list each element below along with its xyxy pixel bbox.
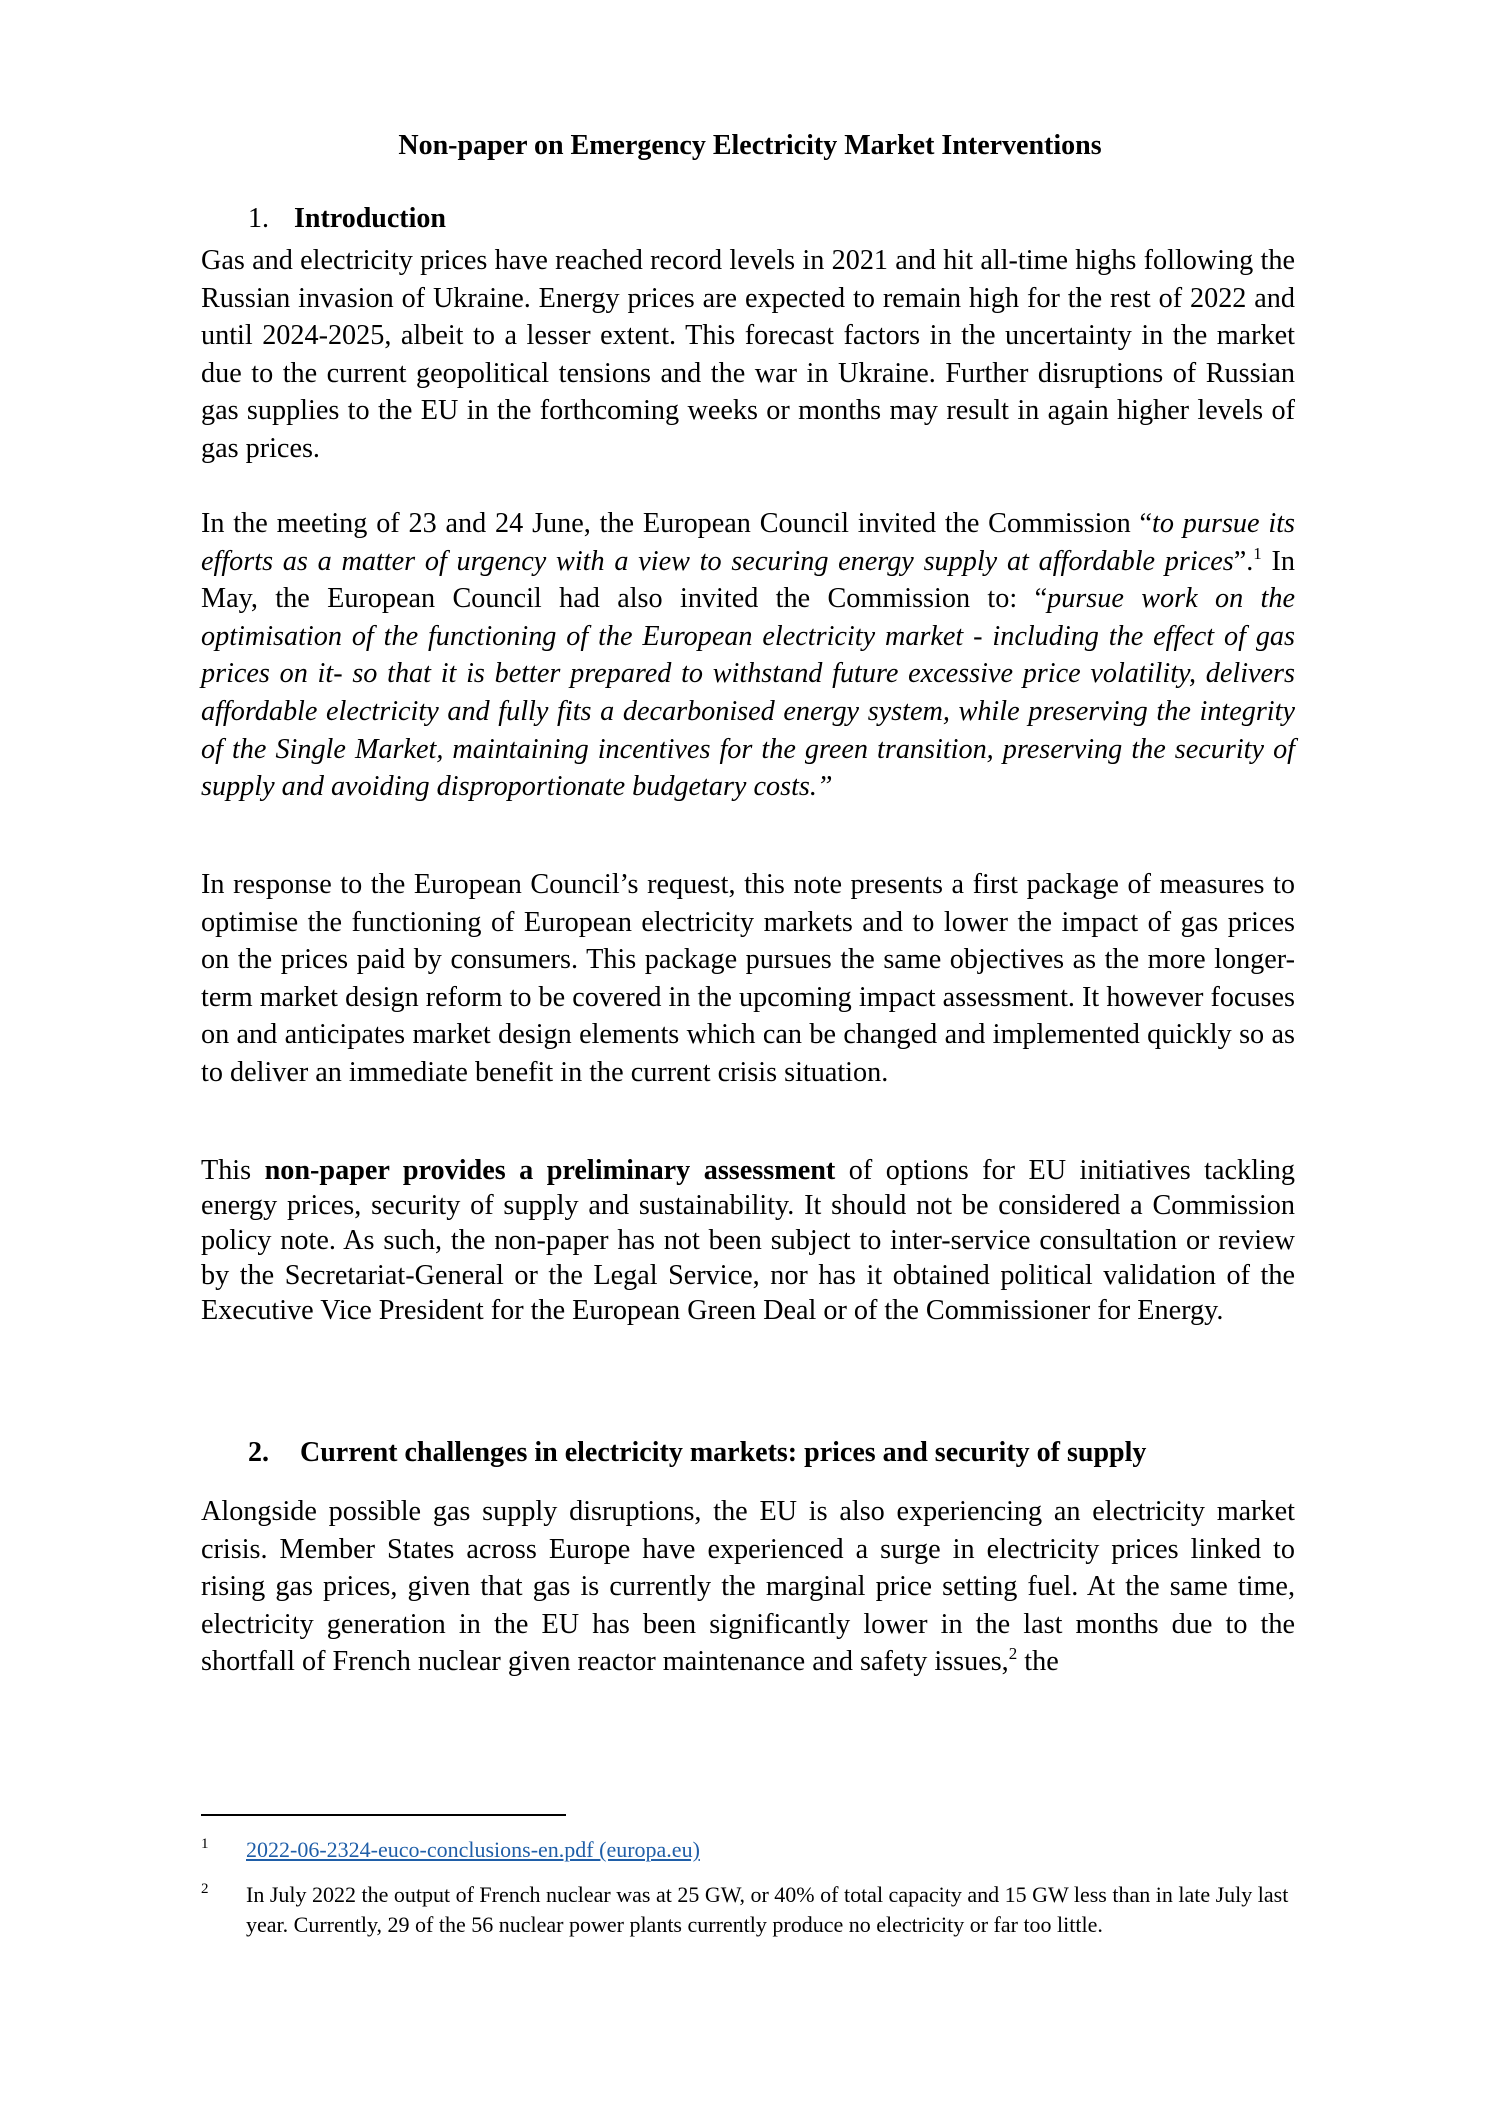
section-2-heading [248,1435,1146,1471]
document-title: Non-paper on Emergency Electricity Market Interventions [398,130,1102,161]
footnote-2 [201,1880,1295,1939]
paragraph-text: of options for EU initiatives tackling energy prices, security of supply and sustainability. It should not be considered a Commission policy note. As such, the non-paper has not been subject to inter-service consultation or review by the Secretariat-General or the Legal Service, nor has it obtained political validation of the Executive Vice President for the European Green Deal or of the Commissioner for Energy. [201,1155,1295,1326]
footnote-number: 2 [201,1881,209,1897]
paragraph-text: In May, the European Council had also invited the Commission to: “ [201,545,1295,615]
footnote-ref-1[interactable]: 1 [1253,543,1262,563]
footnote-1 [201,1835,1295,1865]
footnote-ref-2[interactable]: 2 [1008,1644,1018,1664]
paragraph-text: ”. [1233,545,1254,577]
intro-paragraph-2 [201,505,1295,806]
paragraph-text: In the meeting of 23 and 24 June, the European Council invited the Commission “ [201,508,1153,539]
footnote-number: 1 [201,1836,209,1852]
footnote-separator [201,1814,566,1816]
section-title: Introduction [294,203,446,234]
quote-text: pursue work on the optimisation of the functioning of the European electricity market - including the effect of gas prices on it- so that it is better prepared to withstand future excessive price volatility, delivers affordable electricity and fully fits a decarbonised energy system, while preserving the integrity of the Single Market, maintaining incentives for the green transition, preserving the security of supply and avoiding disproportionate budgetary costs.” [201,583,1295,803]
bold-text: non-paper provides a preliminary assessment [264,1155,836,1186]
challenges-paragraph-1 [201,1493,1295,1681]
footnote-text: In July 2022 the output of French nuclear was at 25 GW, or 40% of total capacity and 15 GW less than in late July last year. Currently, 29 of the 56 nuclear power plants currently produce no electricity or far too little. [246,1882,1289,1937]
section-number: 1. [248,203,269,234]
intro-paragraph-3: In response to the European Council’s request, this note presents a first package of measures to optimise the functioning of European electricity markets and to lower the impact of gas prices on the prices paid by consumers. This package pursues the same objectives as the more longer-term market design reform to be covered in the upcoming impact assessment. It however focuses on and anticipates market design elements which can be changed and implemented quickly so as to deliver an immediate benefit in the current crisis situation. [201,869,1295,1088]
intro-paragraph-4 [201,1153,1295,1328]
paragraph-text: the [1017,1646,1059,1678]
section-number: 2. [248,1437,269,1468]
footnote-link[interactable]: 2022-06-2324-euco-conclusions-en.pdf (europa.eu) [246,1837,700,1862]
section-1-heading [248,201,446,237]
section-title: Current challenges in electricity markets: prices and security of supply [300,1437,1147,1468]
paragraph-text: Alongside possible gas supply disruptions, the EU is also experiencing an electricity market crisis. Member States across Europe have experienced a surge in electricity prices linked to rising gas prices, given that gas is currently the marginal price setting fuel. At the same time, electricity generation in the EU has been significantly lower in the last months due to the shortfall of French nuclear given reactor maintenance and safety issues, [201,1496,1295,1678]
paragraph-text: This [201,1155,265,1186]
intro-paragraph-1: Gas and electricity prices have reached record levels in 2021 and hit all-time highs following the Russian invasion of Ukraine. Energy prices are expected to remain high for the rest of 2022 and until 2024-2025, albeit to a lesser extent. This forecast factors in the uncertainty in the market due to the current geopolitical tensions and the war in Ukraine. Further disruptions of Russian gas supplies to the EU in the forthcoming weeks or months may result in again higher levels of gas prices. [201,245,1295,464]
quote-text: to pursue its efforts as a matter of urgency with a view to securing energy supply at affordable prices [201,508,1295,577]
